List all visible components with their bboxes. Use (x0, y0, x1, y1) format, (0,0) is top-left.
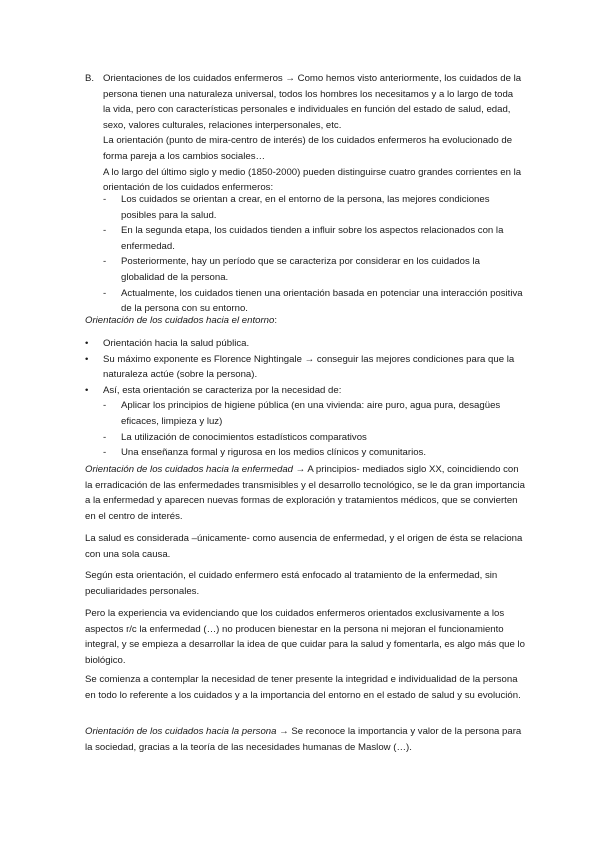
entorno-heading-line: Orientación de los cuidados hacia el entorno: (85, 315, 278, 326)
list-item: - En la segunda etapa, los cuidados tienden a influir sobre los aspectos relacionados con la enfermedad. (103, 225, 504, 252)
list-item: - Los cuidados se orientan a crear, en el entorno de la persona, las mejores condiciones posibles para la salud. (103, 194, 490, 221)
paragraph: Según esta orientación, el cuidado enfermero está enfocado al tratamiento de la enfermedad, sin peculiaridades personales. (85, 570, 498, 597)
list-item: - Actualmente, los cuidados tienen una orientación basada en potenciar una interacción positiva de la persona con su entorno. (103, 287, 523, 315)
section-b-intro: Orientaciones de los cuidados enfermeros → Como hemos visto anteriormente, los cuidados de la persona tienen una naturaleza universal, todos los hombres los necesitamos y a lo largo de toda la vida, pero con características personales e individuales en función del estado de salud, edad, sexo, valores culturales, relaciones interpersonales, etc. (103, 73, 522, 131)
section-b-orientation: La orientación (punto de mira-centro de interés) de los cuidados enfermeros ha evolucionado de forma pareja a los cambios sociales… (103, 135, 513, 162)
enfermedad-heading: Orientación de los cuidados hacia la enfermedad (85, 464, 293, 475)
list-item: • Su máximo exponente es Florence Nightingale → conseguir las mejores condiciones para que la naturaleza actúe (sobre la persona). (85, 353, 515, 381)
enfermedad-paragraph: Orientación de los cuidados hacia la enfermedad → A principios- mediados siglo XX, coincidiendo con la erradicación de las enfermedades transmisibles y el desarrollo tecnológico, se le da gran importancia a la enfermedad y aparecen nuevas formas de exploración y tratamientos médicos, que se convierten en el centro de interés. (85, 464, 525, 522)
persona-heading: Orientación de los cuidados hacia la persona (85, 726, 277, 737)
list-item: • Orientación hacia la salud pública. (85, 338, 250, 349)
entorno-heading: Orientación de los cuidados hacia el entorno (85, 315, 275, 326)
entorno-sub-list (103, 398, 525, 460)
list-item: - Aplicar los principios de higiene pública (en una vivienda: aire puro, agua pura, desagües eficaces, limpieza y luz) (103, 400, 501, 427)
section-b-body (103, 71, 523, 196)
section-letter: B. (85, 73, 95, 84)
section-b-history: A lo largo del último siglo y medio (1850-2000) pueden distinguirse cuatro grandes corrientes en la orientación de los cuidados enfermeros: (103, 166, 522, 194)
list-item: - Posteriormente, hay un período que se caracteriza por considerar en los cuidados la globalidad de la persona. (103, 256, 480, 283)
list-item: • Así, esta orientación se caracteriza por la necesidad de: - Aplicar los principios de higiene pública (en una vivienda: aire puro, agua pura, desagües eficaces, limpieza y luz) - La utilización de conocimientos estadísticos comparativos - Una enseñanza formal y rigurosa en los medios clínicos y comunitarios. (85, 383, 525, 461)
paragraph: La salud es considerada –únicamente- como ausencia de enfermedad, y el origen de ésta se relaciona con una sola causa. (85, 533, 523, 560)
paragraph: Se comienza a contemplar la necesidad de tener presente la integridad e individualidad de la persona en todo lo referente a los cuidados y a la importancia del entorno en el estado de salud y su evolución. (85, 674, 521, 701)
list-item: - La utilización de conocimientos estadísticos comparativos (103, 431, 367, 443)
entorno-bullets (85, 336, 525, 461)
list-item: - Una enseñanza formal y rigurosa en los medios clínicos y comunitarios. (103, 447, 427, 459)
paragraph: Pero la experiencia va evidenciando que los cuidados enfermeros orientados exclusivamente a los aspectos r/c la enfermedad (…) no producen bienestar en la persona ni mejoran el funcionamiento integral, y se empieza a desarrollar la idea de que cuidar para la salud y fomentarla, es algo más que lo biológico. (85, 608, 525, 666)
persona-paragraph: Orientación de los cuidados hacia la persona → Se reconoce la importancia y valor de la persona para la sociedad, gracias a la teoría de las necesidades humanas de Maslow (…). (85, 726, 522, 753)
currents-list (103, 192, 523, 317)
